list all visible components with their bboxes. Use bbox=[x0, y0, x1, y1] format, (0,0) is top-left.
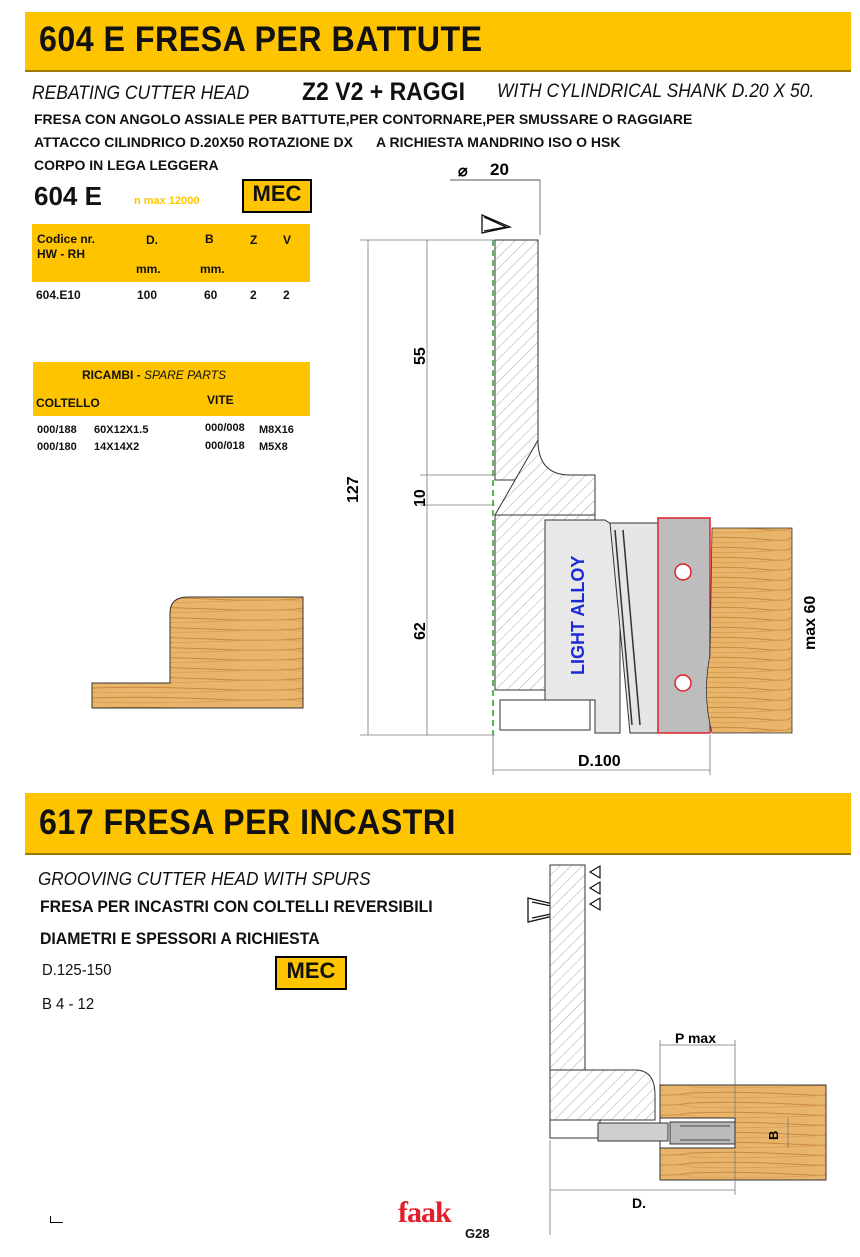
subtitle-shank-604: WITH CYLINDRICAL SHANK D.20 X 50. bbox=[497, 81, 815, 102]
banner-617 bbox=[25, 793, 851, 855]
spare-row-1-a: 000/188 bbox=[37, 424, 77, 436]
mec-badge-604: MEC bbox=[242, 179, 312, 213]
desc3-604: CORPO IN LEGA LEGGERA bbox=[34, 157, 219, 173]
page-number: G28 bbox=[465, 1226, 490, 1241]
spare-col-vite: VITE bbox=[207, 393, 234, 407]
title-604: 604 E FRESA PER BATTUTE bbox=[39, 20, 483, 59]
dim-d: D. bbox=[632, 1195, 646, 1211]
th-b: B bbox=[205, 232, 214, 246]
spare-title-en: SPARE PARTS bbox=[144, 368, 227, 382]
spare-title bbox=[82, 368, 226, 382]
diam-617: D.125-150 bbox=[42, 962, 112, 979]
screw-hole-top bbox=[675, 564, 691, 580]
spare-row-2-c: 000/018 bbox=[205, 440, 245, 452]
dim-55: 55 bbox=[412, 347, 429, 365]
th-d: D. bbox=[146, 233, 158, 247]
nmax-604: n max 12000 bbox=[134, 195, 200, 207]
rebate-profile-sample bbox=[90, 595, 306, 710]
light-alloy-label: LIGHT ALLOY bbox=[568, 555, 588, 675]
spare-row-2-d: M5X8 bbox=[259, 441, 288, 453]
brand-logo: faak bbox=[398, 1196, 451, 1229]
page-mark bbox=[50, 1216, 63, 1223]
th-z: Z bbox=[250, 233, 258, 247]
desc2-617: DIAMETRI E SPESSORI A RICHIESTA bbox=[40, 929, 320, 948]
spare-row-1-c: 000/008 bbox=[205, 422, 245, 434]
th-v: V bbox=[283, 233, 292, 247]
table-row-b: 60 bbox=[204, 288, 218, 302]
table-row-d: 100 bbox=[137, 288, 158, 302]
dim-62: 62 bbox=[412, 622, 429, 640]
spare-row-1-b: 60X12X1.5 bbox=[94, 424, 149, 436]
spare-row-2-a: 000/180 bbox=[37, 441, 77, 453]
table-row-z: 2 bbox=[250, 288, 257, 302]
th-mm1: mm. bbox=[136, 262, 161, 276]
dim-dia-symbol: ⌀ bbox=[458, 163, 468, 180]
code-604: 604 E bbox=[34, 181, 102, 211]
thick-617: B 4 - 12 bbox=[42, 996, 95, 1013]
spare-row-2-b: 14X14X2 bbox=[94, 441, 140, 453]
th-mm2: mm. bbox=[200, 262, 225, 276]
table-row-v: 2 bbox=[283, 288, 290, 302]
th-code2: HW - RH bbox=[37, 247, 85, 261]
subtitle-code-604: Z2 V2 + RAGGI bbox=[302, 78, 465, 106]
banner-604 bbox=[25, 12, 851, 72]
spare-title-it: RICAMBI - bbox=[82, 368, 144, 382]
title-617: 617 FRESA PER INCASTRI bbox=[39, 803, 456, 842]
spurs-icon bbox=[590, 866, 600, 910]
th-code: Codice nr. bbox=[37, 232, 96, 246]
dim-127: 127 bbox=[345, 476, 362, 503]
mec-badge-617: MEC bbox=[275, 956, 347, 990]
subtitle-en-604: REBATING CUTTER HEAD bbox=[32, 83, 250, 104]
subtitle-en-617: GROOVING CUTTER HEAD WITH SPURS bbox=[38, 869, 371, 889]
dim-dia: 20 bbox=[490, 160, 509, 179]
dim-max60: max 60 bbox=[802, 595, 819, 650]
dim-d100: D.100 bbox=[578, 753, 621, 770]
desc2-604: ATTACCO CILINDRICO D.20X50 ROTAZIONE DX bbox=[34, 134, 353, 150]
drawing-604 bbox=[340, 155, 850, 780]
rotation-arrow-icon bbox=[482, 215, 510, 233]
spare-row-1-d: M8X16 bbox=[259, 424, 294, 436]
spare-col-coltello: COLTELLO bbox=[36, 396, 100, 410]
table-row-code: 604.E10 bbox=[36, 288, 81, 302]
desc1-617: FRESA PER INCASTRI CON COLTELLI REVERSIBILI bbox=[40, 897, 433, 916]
dim-pmax: P max bbox=[675, 1030, 716, 1046]
screw-hole-bottom bbox=[675, 675, 691, 691]
desc2b-604: A RICHIESTA MANDRINO ISO O HSK bbox=[376, 134, 621, 150]
drawing-617 bbox=[520, 860, 840, 1240]
dim-10: 10 bbox=[412, 489, 429, 507]
dim-b: B bbox=[766, 1130, 781, 1140]
desc1-604: FRESA CON ANGOLO ASSIALE PER BATTUTE,PER CONTORNARE,PER SMUSSARE O RAGGIARE bbox=[34, 111, 693, 127]
